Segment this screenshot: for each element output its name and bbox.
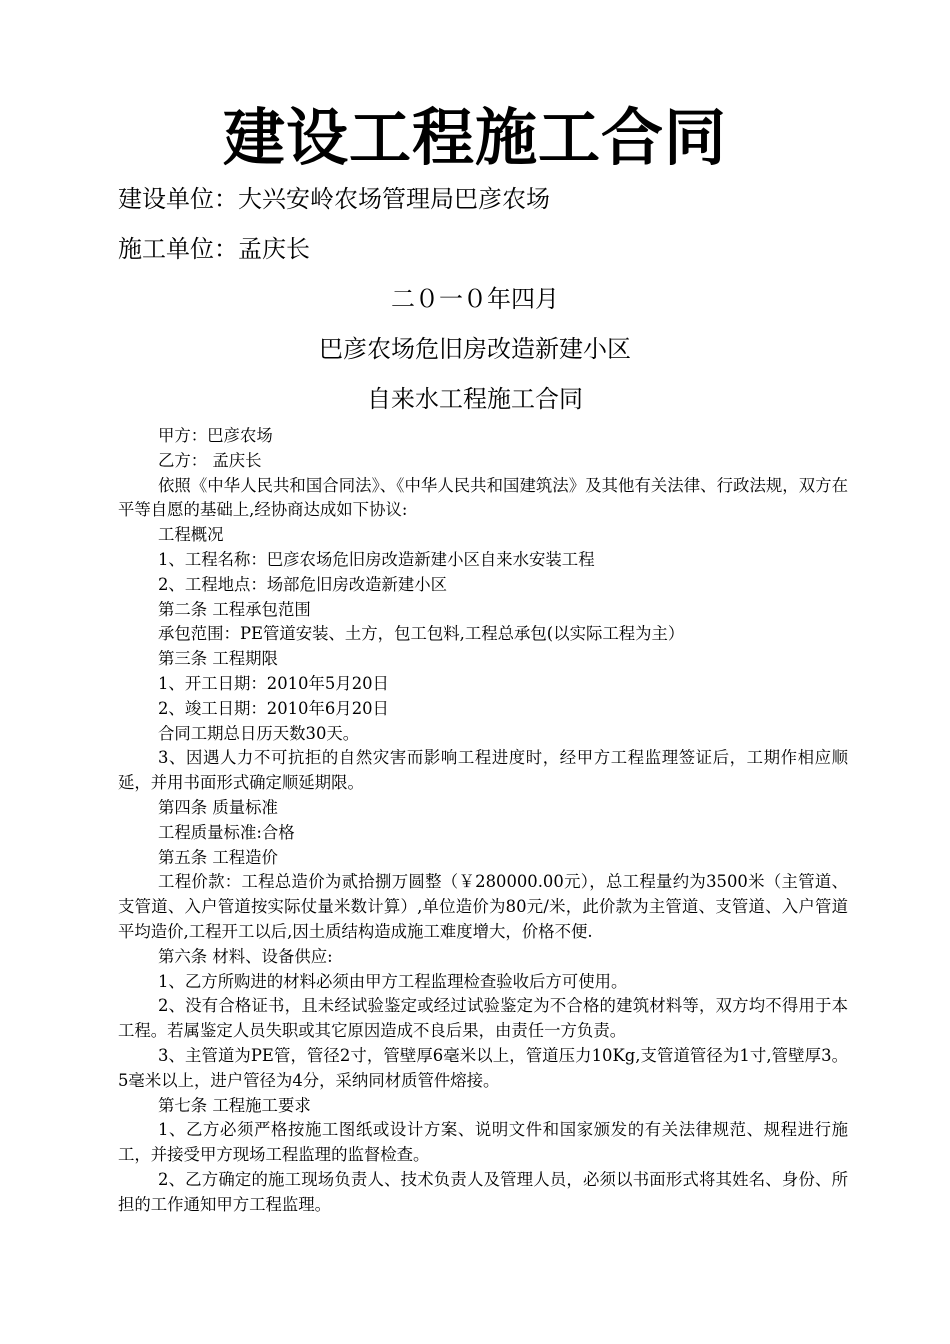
- article-5-heading: 第五条 工程造价: [158, 847, 278, 867]
- total-days: 合同工期总日历天数30天。: [158, 723, 360, 743]
- contractor-unit-line: 施工单位：孟庆长: [118, 235, 310, 263]
- start-date: 1、开工日期：2010年5月20日: [158, 673, 389, 693]
- quality-standard: 工程质量标准:合格: [158, 822, 295, 842]
- document-title: 建设工程施工合同: [222, 101, 727, 174]
- contract-date: 二０一０年四月: [391, 285, 559, 313]
- contract-body: [118, 424, 848, 1218]
- article-7-heading: 第七条 工程施工要求: [158, 1095, 311, 1115]
- article-2-heading: 第二条 工程承包范围: [158, 599, 311, 619]
- construction-clause-1: 1、乙方必须严格按施工图纸或设计方案、说明文件和国家颁发的有关法律规范、规程进行施工，并接受甲方现场工程监理的监督检查。: [118, 1120, 848, 1165]
- section-overview-heading: 工程概况: [158, 525, 224, 545]
- price-clause: 工程价款：工程总造价为贰拾捌万圆整（￥280000.00元），总工程量约为3500米（主管道、支管道、入户管道按实际仗量米数计算）,单位造价为80元/米，此价款为主管道、支管道、入户管道平均造价,工程开工以后,因土质结构造成施工难度增大，价格不便.: [118, 872, 848, 941]
- party-a: 甲方：巴彦农场: [158, 426, 273, 445]
- article-4-heading: 第四条 质量标准: [158, 797, 278, 817]
- project-location: 2、工程地点：场部危旧房改造新建小区: [158, 574, 448, 594]
- subtitle-line-1: 巴彦农场危旧房改造新建小区: [319, 335, 631, 363]
- materials-clause-3: 3、主管道为PE管，管径2寸，管壁厚6毫米以上，管道压力10Kg,支管道管径为1寸,管壁厚3。5毫米以上，进户管径为4分，采纳同材质管件熔接。: [118, 1045, 848, 1090]
- article-6-heading: 第六条 材料、设备供应:: [158, 946, 333, 966]
- article-3-heading: 第三条 工程期限: [158, 649, 278, 669]
- preamble: 依照《中华人民共和国合同法》、《中华人民共和国建筑法》及其他有关法律、行政法规，双方在平等自愿的基础上,经协商达成如下协议:: [118, 475, 848, 520]
- construction-clause-2: 2、乙方确定的施工现场负责人、技术负责人及管理人员，必须以书面形式将其姓名、身份、所担的工作通知甲方工程监理。: [118, 1169, 848, 1214]
- materials-clause-1: 1、乙方所购进的材料必须由甲方工程监理检查验收后方可使用。: [158, 971, 628, 991]
- completion-date: 2、竣工日期：2010年6月20日: [158, 698, 389, 718]
- party-b: 乙方： 孟庆长: [158, 450, 262, 470]
- scope-text: 承包范围：PE管道安装、土方，包工包料,工程总承包(以实际工程为主）: [158, 624, 685, 644]
- builder-unit-line: 建设单位：大兴安岭农场管理局巴彦农场: [118, 185, 550, 213]
- delay-clause: 3、因遇人力不可抗拒的自然灾害而影响工程进度时，经甲方工程监理签证后，工期作相应顺延，并用书面形式确定顺延期限。: [118, 748, 848, 793]
- project-name: 1、工程名称：巴彦农场危旧房改造新建小区自来水安装工程: [158, 549, 595, 569]
- subtitle-line-2: 自来水工程施工合同: [367, 385, 583, 413]
- materials-clause-2: 2、没有合格证书，且未经试验鉴定或经过试验鉴定为不合格的建筑材料等，双方均不得用于本工程。若属鉴定人员失职或其它原因造成不良后果，由责任一方负责。: [118, 996, 848, 1041]
